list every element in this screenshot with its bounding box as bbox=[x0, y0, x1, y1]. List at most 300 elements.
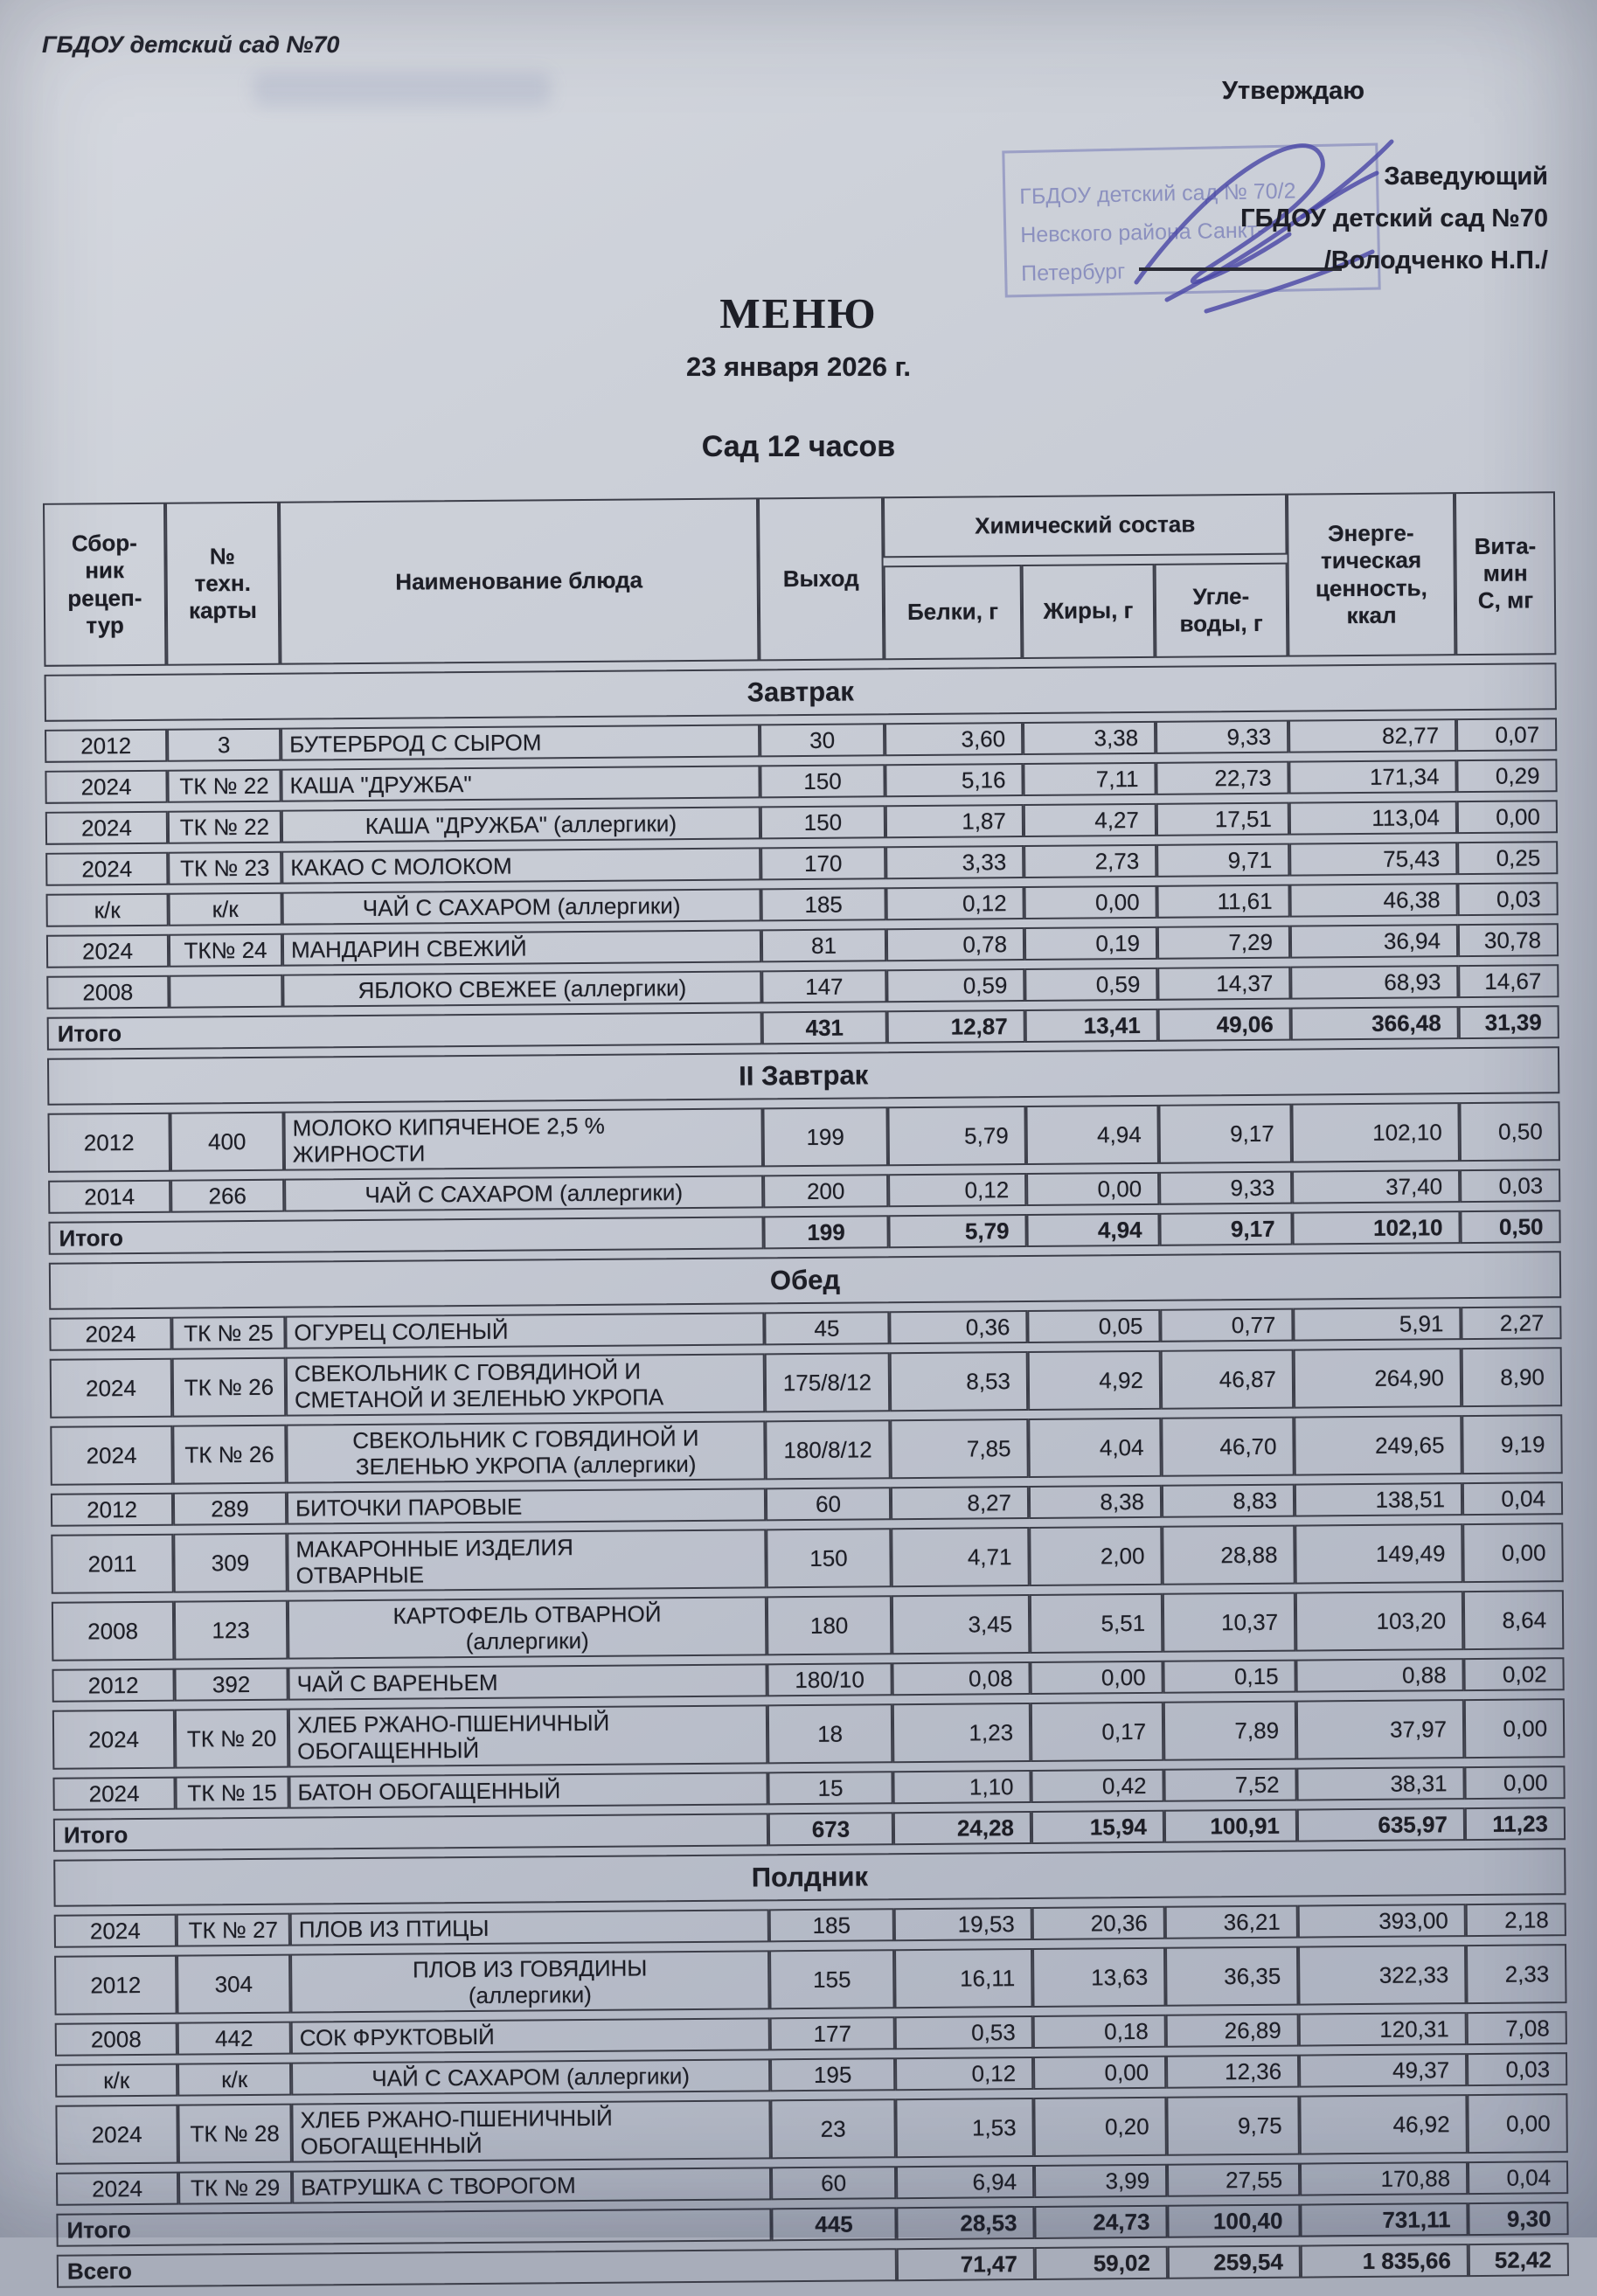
fat-cell: 5,51 bbox=[1030, 1593, 1163, 1654]
total-label-cell: Итого bbox=[47, 1011, 762, 1050]
carbs-cell: 12,36 bbox=[1166, 2055, 1299, 2089]
total-carbs-cell: 100,40 bbox=[1167, 2204, 1300, 2238]
tech-card-cell: 123 bbox=[174, 1600, 288, 1661]
dish-name-cell: ПЛОВ ИЗ ГОВЯДИНЫ (аллергики) bbox=[290, 1950, 770, 2013]
dish-name-cell: ЧАЙ С САХАРОМ (аллергики) bbox=[291, 2058, 770, 2095]
protein-cell: 0,12 bbox=[895, 2057, 1033, 2091]
protein-cell: 0,12 bbox=[888, 1173, 1026, 1207]
protein-cell: 16,11 bbox=[894, 1948, 1033, 2008]
carbs-cell: 46,70 bbox=[1161, 1417, 1295, 1477]
vitamin-c-cell: 0,29 bbox=[1456, 759, 1557, 793]
dish-name-cell: ЧАЙ С САХАРОМ (аллергики) bbox=[284, 1175, 763, 1211]
output-cell: 180/8/12 bbox=[765, 1419, 891, 1480]
energy-cell: 0,88 bbox=[1295, 1658, 1463, 1693]
total-fat-cell: 13,41 bbox=[1025, 1009, 1158, 1043]
dish-name-cell: ПЛОВ ИЗ ПТИЦЫ bbox=[290, 1909, 769, 1946]
fat-cell: 2,00 bbox=[1029, 1526, 1163, 1586]
vitamin-c-cell: 9,19 bbox=[1462, 1414, 1563, 1474]
dish-name-cell: ЧАЙ С ВАРЕНЬЕМ bbox=[288, 1663, 767, 1700]
output-cell: 180 bbox=[767, 1595, 892, 1655]
dish-row bbox=[55, 2011, 1567, 2057]
dish-name-cell: СВЕКОЛЬНИК С ГОВЯДИНОЙ И СМЕТАНОЙ И ЗЕЛЕНЬЮ УКРОПА bbox=[286, 1353, 766, 1416]
carbs-cell: 8,83 bbox=[1162, 1484, 1295, 1518]
energy-cell: 113,04 bbox=[1289, 801, 1457, 836]
energy-cell: 5,91 bbox=[1293, 1307, 1461, 1342]
col-header-output: Выход bbox=[758, 496, 884, 661]
carbs-cell: 17,51 bbox=[1156, 802, 1289, 836]
tech-card-cell: ТК № 23 bbox=[168, 851, 281, 885]
dish-row bbox=[45, 800, 1558, 845]
carbs-cell: 26,89 bbox=[1166, 2014, 1299, 2048]
vitamin-c-cell: 0,00 bbox=[1462, 1523, 1564, 1583]
output-cell: 185 bbox=[769, 1908, 894, 1942]
tech-card-cell: ТК № 22 bbox=[168, 810, 281, 844]
recipe-book-cell: 2024 bbox=[55, 2105, 178, 2165]
vitamin-c-cell: 0,25 bbox=[1457, 841, 1558, 875]
protein-cell: 1,10 bbox=[892, 1770, 1031, 1804]
recipe-book-cell: 2008 bbox=[52, 1601, 175, 1661]
recipe-book-cell: 2008 bbox=[46, 975, 169, 1009]
output-cell: 81 bbox=[761, 928, 886, 962]
dish-row bbox=[52, 1698, 1565, 1770]
carbs-cell: 9,33 bbox=[1159, 1171, 1292, 1205]
protein-cell: 0,78 bbox=[886, 927, 1024, 961]
energy-cell: 75,43 bbox=[1289, 842, 1457, 877]
total-output-cell: 673 bbox=[768, 1812, 893, 1846]
dish-name-cell: ЧАЙ С САХАРОМ (аллергики) bbox=[282, 888, 761, 925]
vitamin-c-cell: 0,04 bbox=[1468, 2161, 1568, 2195]
dish-name-cell: ХЛЕБ РЖАНО-ПШЕНИЧНЫЙ ОБОГАЩЕННЫЙ bbox=[291, 2099, 771, 2162]
tech-card-cell: ТК № 22 bbox=[167, 769, 281, 803]
protein-cell: 1,87 bbox=[885, 804, 1024, 838]
section-title: Завтрак bbox=[45, 662, 1557, 722]
fat-cell: 0,17 bbox=[1031, 1702, 1164, 1762]
energy-cell: 46,92 bbox=[1299, 2094, 1468, 2155]
section-total-row bbox=[48, 1210, 1560, 1255]
tech-card-cell: 309 bbox=[173, 1533, 288, 1593]
recipe-book-cell: 2024 bbox=[56, 2172, 178, 2206]
total-energy-cell: 366,48 bbox=[1291, 1006, 1459, 1041]
tech-card-cell bbox=[169, 975, 282, 1009]
recipe-book-cell: 2012 bbox=[51, 1493, 173, 1527]
dish-name-cell: КАРТОФЕЛЬ ОТВАРНОЙ (аллергики) bbox=[288, 1596, 767, 1659]
output-cell: 170 bbox=[760, 846, 885, 880]
output-cell: 15 bbox=[767, 1771, 892, 1805]
fat-cell: 4,92 bbox=[1028, 1350, 1162, 1411]
fat-cell: 8,38 bbox=[1029, 1485, 1162, 1519]
menu-title: МЕНЮ bbox=[719, 289, 878, 337]
fat-cell: 0,59 bbox=[1024, 968, 1157, 1002]
bleed-through-smudge bbox=[253, 72, 551, 107]
recipe-book-cell: к/к bbox=[55, 2064, 177, 2098]
carbs-cell: 7,52 bbox=[1163, 1768, 1296, 1802]
recipe-book-cell: 2024 bbox=[49, 1317, 171, 1351]
dish-name-cell: ОГУРЕЦ СОЛЕНЫЙ bbox=[285, 1312, 764, 1349]
carbs-cell: 11,61 bbox=[1156, 884, 1289, 919]
fat-cell: 20,36 bbox=[1032, 1906, 1165, 1940]
table-body bbox=[45, 662, 1569, 2288]
dish-row bbox=[52, 1765, 1565, 1811]
carbs-cell: 7,89 bbox=[1163, 1701, 1297, 1761]
vitamin-c-cell: 0,00 bbox=[1467, 2093, 1568, 2154]
tech-card-cell: ТК№ 24 bbox=[169, 933, 282, 968]
col-header-protein: Белки, г bbox=[884, 565, 1023, 660]
protein-cell: 0,12 bbox=[885, 886, 1024, 920]
output-cell: 175/8/12 bbox=[765, 1352, 891, 1412]
output-cell: 18 bbox=[767, 1703, 893, 1764]
protein-cell: 0,59 bbox=[886, 968, 1024, 1002]
fat-cell: 4,94 bbox=[1025, 1105, 1159, 1165]
recipe-book-cell: 2012 bbox=[47, 1113, 170, 1173]
total-protein-cell: 5,79 bbox=[888, 1214, 1026, 1248]
dish-row bbox=[51, 1523, 1563, 1594]
total-vitamin-c-cell: 9,30 bbox=[1468, 2202, 1568, 2236]
fat-cell: 0,00 bbox=[1033, 2056, 1166, 2090]
grand-fat-cell: 59,02 bbox=[1035, 2246, 1168, 2280]
section-total-row bbox=[56, 2202, 1568, 2247]
section-header-row bbox=[49, 1251, 1561, 1310]
vitamin-c-cell: 0,02 bbox=[1463, 1657, 1564, 1691]
output-cell: 199 bbox=[762, 1106, 888, 1167]
total-output-cell: 199 bbox=[763, 1215, 888, 1249]
col-header-dish-name: Наименование блюда bbox=[279, 497, 759, 664]
fat-cell: 0,42 bbox=[1031, 1769, 1163, 1803]
dish-row bbox=[50, 1414, 1562, 1486]
protein-cell: 7,85 bbox=[890, 1419, 1029, 1479]
output-cell: 150 bbox=[760, 764, 885, 798]
dish-row bbox=[46, 964, 1559, 1009]
vitamin-c-cell: 2,33 bbox=[1466, 1944, 1567, 2004]
recipe-book-cell: к/к bbox=[46, 893, 169, 927]
dish-name-cell: СОК ФРУКТОВЫЙ bbox=[291, 2017, 770, 2054]
dish-name-cell: СВЕКОЛЬНИК С ГОВЯДИНОЙ И ЗЕЛЕНЬЮ УКРОПА (аллергики) bbox=[286, 1420, 766, 1483]
total-carbs-cell: 49,06 bbox=[1158, 1008, 1291, 1042]
output-cell: 180/10 bbox=[767, 1662, 892, 1696]
dish-name-cell: КАША "ДРУЖБА" bbox=[281, 765, 760, 801]
carbs-cell: 0,77 bbox=[1160, 1308, 1293, 1342]
output-cell: 150 bbox=[766, 1528, 892, 1588]
output-cell: 200 bbox=[763, 1174, 888, 1208]
total-fat-cell: 15,94 bbox=[1031, 1810, 1164, 1844]
recipe-book-cell: 2024 bbox=[50, 1358, 173, 1419]
dish-name-cell: БИТОЧКИ ПАРОВЫЕ bbox=[287, 1488, 766, 1524]
protein-cell: 1,53 bbox=[895, 2098, 1034, 2158]
energy-cell: 49,37 bbox=[1299, 2053, 1467, 2088]
col-header-energy: Энерге- тическая ценность, ккал bbox=[1287, 492, 1455, 657]
carbs-cell: 10,37 bbox=[1163, 1592, 1296, 1653]
menu-date: 23 января 2026 г. bbox=[685, 351, 912, 382]
energy-cell: 37,97 bbox=[1296, 1699, 1465, 1760]
tech-card-cell: к/к bbox=[169, 892, 282, 926]
total-vitamin-c-cell: 0,50 bbox=[1460, 1210, 1560, 1244]
section-header-row bbox=[53, 1848, 1566, 1907]
approver-block bbox=[1240, 156, 1548, 281]
recipe-book-cell: 2024 bbox=[52, 1710, 176, 1770]
col-header-vitamin-c: Вита- мин С, мг bbox=[1455, 491, 1556, 656]
output-cell: 60 bbox=[771, 2166, 896, 2200]
dish-name-cell: КАКАО С МОЛОКОМ bbox=[281, 847, 760, 884]
total-vitamin-c-cell: 31,39 bbox=[1459, 1005, 1559, 1039]
vitamin-c-cell: 2,18 bbox=[1466, 1903, 1566, 1937]
fat-cell: 0,00 bbox=[1026, 1172, 1159, 1206]
vitamin-c-cell: 0,00 bbox=[1464, 1698, 1566, 1758]
fat-cell: 3,99 bbox=[1034, 2164, 1167, 2198]
energy-cell: 82,77 bbox=[1288, 718, 1456, 753]
dish-name-cell: БУТЕРБРОД С СЫРОМ bbox=[281, 724, 760, 760]
dish-row bbox=[56, 2161, 1568, 2206]
output-cell: 30 bbox=[760, 723, 885, 757]
approver-org: ГБДОУ детский сад №70 bbox=[1240, 205, 1548, 232]
dish-name-cell: ХЛЕБ РЖАНО-ПШЕНИЧНЫЙ ОБОГАЩЕННЫЙ bbox=[288, 1704, 768, 1767]
total-vitamin-c-cell: 11,23 bbox=[1465, 1807, 1566, 1841]
dish-row bbox=[45, 841, 1558, 886]
section-total-row bbox=[53, 1807, 1566, 1852]
tech-card-cell: 266 bbox=[170, 1179, 284, 1213]
dish-row bbox=[46, 923, 1559, 968]
carbs-cell: 0,15 bbox=[1163, 1660, 1295, 1694]
vitamin-c-cell: 2,27 bbox=[1461, 1306, 1561, 1340]
menu-table bbox=[43, 483, 1569, 2296]
col-header-carbs: Угле- воды, г bbox=[1155, 563, 1288, 658]
vitamin-c-cell: 0,07 bbox=[1456, 718, 1557, 752]
total-label-cell: Итого bbox=[48, 1216, 763, 1254]
grand-total-row bbox=[57, 2243, 1569, 2288]
protein-cell: 3,60 bbox=[885, 722, 1023, 756]
table-header bbox=[43, 491, 1556, 667]
tech-card-cell: ТК № 29 bbox=[178, 2171, 292, 2205]
tech-card-cell: 3 bbox=[167, 728, 281, 762]
protein-cell: 0,53 bbox=[895, 2015, 1033, 2050]
recipe-book-cell: 2024 bbox=[52, 1777, 175, 1811]
total-output-cell: 445 bbox=[771, 2207, 896, 2241]
carbs-cell: 46,87 bbox=[1161, 1349, 1295, 1410]
recipe-book-cell: 2014 bbox=[48, 1180, 170, 1214]
approve-label: Утверждаю bbox=[1222, 77, 1365, 105]
vitamin-c-cell: 0,04 bbox=[1462, 1481, 1563, 1516]
energy-cell: 170,88 bbox=[1300, 2161, 1468, 2196]
vitamin-c-cell: 0,03 bbox=[1460, 1169, 1560, 1203]
total-protein-cell: 24,28 bbox=[893, 1811, 1031, 1845]
energy-cell: 36,94 bbox=[1290, 924, 1458, 959]
dish-name-cell: КАША "ДРУЖБА" (аллергики) bbox=[281, 806, 760, 843]
fat-cell: 0,20 bbox=[1033, 2097, 1167, 2157]
section-total-row bbox=[47, 1005, 1559, 1051]
fat-cell: 4,27 bbox=[1024, 803, 1156, 837]
protein-cell: 3,33 bbox=[885, 845, 1024, 879]
total-fat-cell: 4,94 bbox=[1026, 1213, 1159, 1247]
fat-cell: 13,63 bbox=[1032, 1947, 1166, 2008]
dish-row bbox=[50, 1347, 1562, 1419]
total-carbs-cell: 100,91 bbox=[1164, 1809, 1297, 1843]
dish-row bbox=[47, 1101, 1559, 1173]
recipe-book-cell: 2024 bbox=[50, 1425, 173, 1486]
tech-card-cell: ТК № 15 bbox=[175, 1776, 288, 1810]
fat-cell: 0,05 bbox=[1027, 1309, 1160, 1343]
section-header-row bbox=[47, 1046, 1559, 1106]
grand-vitamin-c-cell: 52,42 bbox=[1469, 2243, 1569, 2277]
energy-cell: 46,38 bbox=[1289, 883, 1457, 918]
carbs-cell: 9,75 bbox=[1166, 2096, 1300, 2156]
recipe-book-cell: 2011 bbox=[51, 1534, 174, 1594]
recipe-book-cell: 2024 bbox=[45, 770, 167, 804]
dish-row bbox=[55, 2052, 1567, 2098]
dish-name-cell: МАНДАРИН СВЕЖИЙ bbox=[282, 929, 761, 966]
output-cell: 150 bbox=[760, 805, 885, 839]
energy-cell: 171,34 bbox=[1288, 760, 1456, 794]
vitamin-c-cell: 14,67 bbox=[1458, 964, 1559, 998]
output-cell: 147 bbox=[761, 969, 886, 1003]
carbs-cell: 28,88 bbox=[1162, 1525, 1295, 1585]
fat-cell: 4,04 bbox=[1028, 1418, 1162, 1478]
energy-cell: 103,20 bbox=[1295, 1591, 1464, 1652]
vitamin-c-cell: 0,03 bbox=[1467, 2052, 1567, 2086]
dish-row bbox=[51, 1481, 1563, 1527]
grand-carbs-cell: 259,54 bbox=[1168, 2245, 1301, 2279]
stamp-line-2: Невского района Санкт-Петербург bbox=[1020, 218, 1265, 287]
output-cell: 195 bbox=[770, 2057, 895, 2091]
recipe-book-cell: 2012 bbox=[45, 729, 167, 763]
section-title: II Завтрак bbox=[47, 1046, 1559, 1106]
energy-cell: 68,93 bbox=[1290, 965, 1458, 1000]
fat-cell: 0,00 bbox=[1030, 1661, 1163, 1695]
total-energy-cell: 731,11 bbox=[1300, 2202, 1468, 2237]
recipe-book-cell: 2024 bbox=[46, 934, 169, 968]
dish-row bbox=[46, 882, 1559, 927]
energy-cell: 393,00 bbox=[1298, 1904, 1466, 1939]
carbs-cell: 9,71 bbox=[1156, 843, 1289, 877]
total-energy-cell: 635,97 bbox=[1297, 1807, 1465, 1842]
grand-energy-cell: 1 835,66 bbox=[1301, 2244, 1469, 2279]
dish-name-cell: БАТОН ОБОГАЩЕННЫЙ bbox=[288, 1772, 767, 1808]
grand-total-label-cell: Всего bbox=[57, 2248, 897, 2288]
section-header-row bbox=[45, 662, 1557, 722]
protein-cell: 0,36 bbox=[889, 1310, 1027, 1344]
tech-card-cell: ТК № 20 bbox=[175, 1709, 289, 1769]
dish-row bbox=[49, 1306, 1561, 1351]
dish-row bbox=[45, 759, 1557, 804]
dish-row bbox=[54, 1944, 1566, 2015]
tech-card-cell: ТК № 25 bbox=[171, 1316, 285, 1350]
total-label-cell: Итого bbox=[56, 2208, 771, 2246]
energy-cell: 37,40 bbox=[1292, 1169, 1460, 1204]
dish-row bbox=[45, 718, 1557, 763]
carbs-cell: 9,33 bbox=[1156, 720, 1288, 754]
dish-name-cell: МАКАРОННЫЕ ИЗДЕЛИЯ ОТВАРНЫЕ bbox=[287, 1529, 767, 1592]
energy-cell: 138,51 bbox=[1295, 1482, 1462, 1517]
protein-cell: 19,53 bbox=[894, 1907, 1032, 1941]
col-header-chemical-composition: Химический состав bbox=[883, 494, 1288, 558]
recipe-book-cell: 2008 bbox=[55, 2022, 177, 2057]
tech-card-cell: 392 bbox=[174, 1668, 288, 1702]
col-header-recipe-book: Сбор- ник рецеп- тур bbox=[43, 503, 166, 667]
protein-cell: 5,79 bbox=[887, 1106, 1026, 1166]
org-name: ГБДОУ детский сад №70 bbox=[42, 31, 340, 58]
protein-cell: 8,53 bbox=[890, 1351, 1029, 1412]
col-header-tech-card: № техн. карты bbox=[165, 502, 280, 666]
tech-card-cell: ТК № 26 bbox=[172, 1425, 287, 1485]
fat-cell: 3,38 bbox=[1023, 721, 1156, 755]
protein-cell: 1,23 bbox=[892, 1703, 1031, 1763]
output-cell: 60 bbox=[766, 1487, 891, 1521]
tech-card-cell: к/к bbox=[177, 2063, 291, 2097]
tech-card-cell: 442 bbox=[177, 2022, 291, 2056]
carbs-cell: 14,37 bbox=[1157, 967, 1290, 1001]
vitamin-c-cell: 8,90 bbox=[1462, 1347, 1563, 1407]
energy-cell: 38,31 bbox=[1296, 1766, 1464, 1801]
energy-cell: 149,49 bbox=[1295, 1523, 1463, 1585]
fat-cell: 0,18 bbox=[1033, 2015, 1166, 2049]
output-cell: 45 bbox=[764, 1311, 889, 1345]
total-fat-cell: 24,73 bbox=[1034, 2205, 1167, 2239]
dish-name-cell: ВАТРУШКА С ТВОРОГОМ bbox=[292, 2167, 771, 2203]
approver-name: /Володченко Н.П./ bbox=[1323, 246, 1548, 274]
vitamin-c-cell: 8,64 bbox=[1463, 1590, 1565, 1650]
stamp-line-1: ГБДОУ детский сад № 70/2 bbox=[1019, 178, 1296, 210]
carbs-cell: 36,21 bbox=[1165, 1905, 1298, 1939]
total-protein-cell: 28,53 bbox=[896, 2206, 1034, 2240]
tech-card-cell: ТК № 28 bbox=[177, 2104, 292, 2164]
protein-cell: 4,71 bbox=[891, 1527, 1030, 1587]
carbs-cell: 36,35 bbox=[1165, 1946, 1299, 2007]
recipe-book-cell: 2024 bbox=[45, 852, 168, 886]
output-cell: 23 bbox=[770, 2098, 896, 2159]
energy-cell: 264,90 bbox=[1294, 1348, 1462, 1409]
total-protein-cell: 12,87 bbox=[887, 1009, 1025, 1044]
vitamin-c-cell: 0,50 bbox=[1459, 1101, 1560, 1162]
dish-name-cell: МОЛОКО КИПЯЧЕНОЕ 2,5 % ЖИРНОСТИ bbox=[283, 1107, 763, 1170]
total-energy-cell: 102,10 bbox=[1292, 1210, 1460, 1245]
vitamin-c-cell: 0,03 bbox=[1457, 882, 1558, 916]
dish-row bbox=[54, 1903, 1566, 1948]
menu-table-wrap bbox=[43, 483, 1569, 2296]
fat-cell: 0,19 bbox=[1024, 926, 1157, 961]
menu-subtitle: Сад 12 часов bbox=[701, 430, 896, 463]
recipe-book-cell: 2024 bbox=[45, 811, 168, 845]
approver-role: Заведующий bbox=[1384, 163, 1548, 191]
output-cell: 185 bbox=[760, 887, 885, 921]
recipe-book-cell: 2012 bbox=[52, 1668, 174, 1703]
protein-cell: 3,45 bbox=[892, 1594, 1031, 1654]
col-header-fat: Жиры, г bbox=[1022, 564, 1156, 659]
output-cell: 177 bbox=[770, 2016, 895, 2050]
protein-cell: 6,94 bbox=[896, 2165, 1034, 2199]
protein-cell: 5,16 bbox=[885, 763, 1023, 797]
fat-cell: 0,00 bbox=[1024, 885, 1156, 919]
carbs-cell: 9,17 bbox=[1158, 1104, 1292, 1164]
energy-cell: 102,10 bbox=[1291, 1102, 1460, 1163]
recipe-book-cell: 2024 bbox=[54, 1914, 177, 1948]
carbs-cell: 7,29 bbox=[1157, 926, 1290, 960]
vitamin-c-cell: 7,08 bbox=[1467, 2011, 1567, 2045]
output-cell: 155 bbox=[769, 1949, 895, 2009]
energy-cell: 249,65 bbox=[1294, 1415, 1462, 1476]
recipe-book-cell: 2012 bbox=[54, 1955, 177, 2015]
carbs-cell: 27,55 bbox=[1167, 2163, 1300, 2197]
dish-row bbox=[55, 2093, 1567, 2165]
dish-row bbox=[52, 1590, 1564, 1661]
dish-row bbox=[52, 1657, 1564, 1703]
tech-card-cell: 289 bbox=[173, 1492, 287, 1526]
total-carbs-cell: 9,17 bbox=[1159, 1212, 1292, 1246]
tech-card-cell: ТК № 27 bbox=[177, 1913, 290, 1947]
section-title: Обед bbox=[49, 1251, 1561, 1310]
tech-card-cell: 304 bbox=[177, 1954, 291, 2015]
tech-card-cell: 400 bbox=[170, 1112, 284, 1172]
dish-name-cell: ЯБЛОКО СВЕЖЕЕ (аллергики) bbox=[282, 970, 761, 1007]
vitamin-c-cell: 30,78 bbox=[1458, 923, 1559, 957]
energy-cell: 120,31 bbox=[1299, 2012, 1467, 2047]
total-output-cell: 431 bbox=[762, 1010, 887, 1044]
